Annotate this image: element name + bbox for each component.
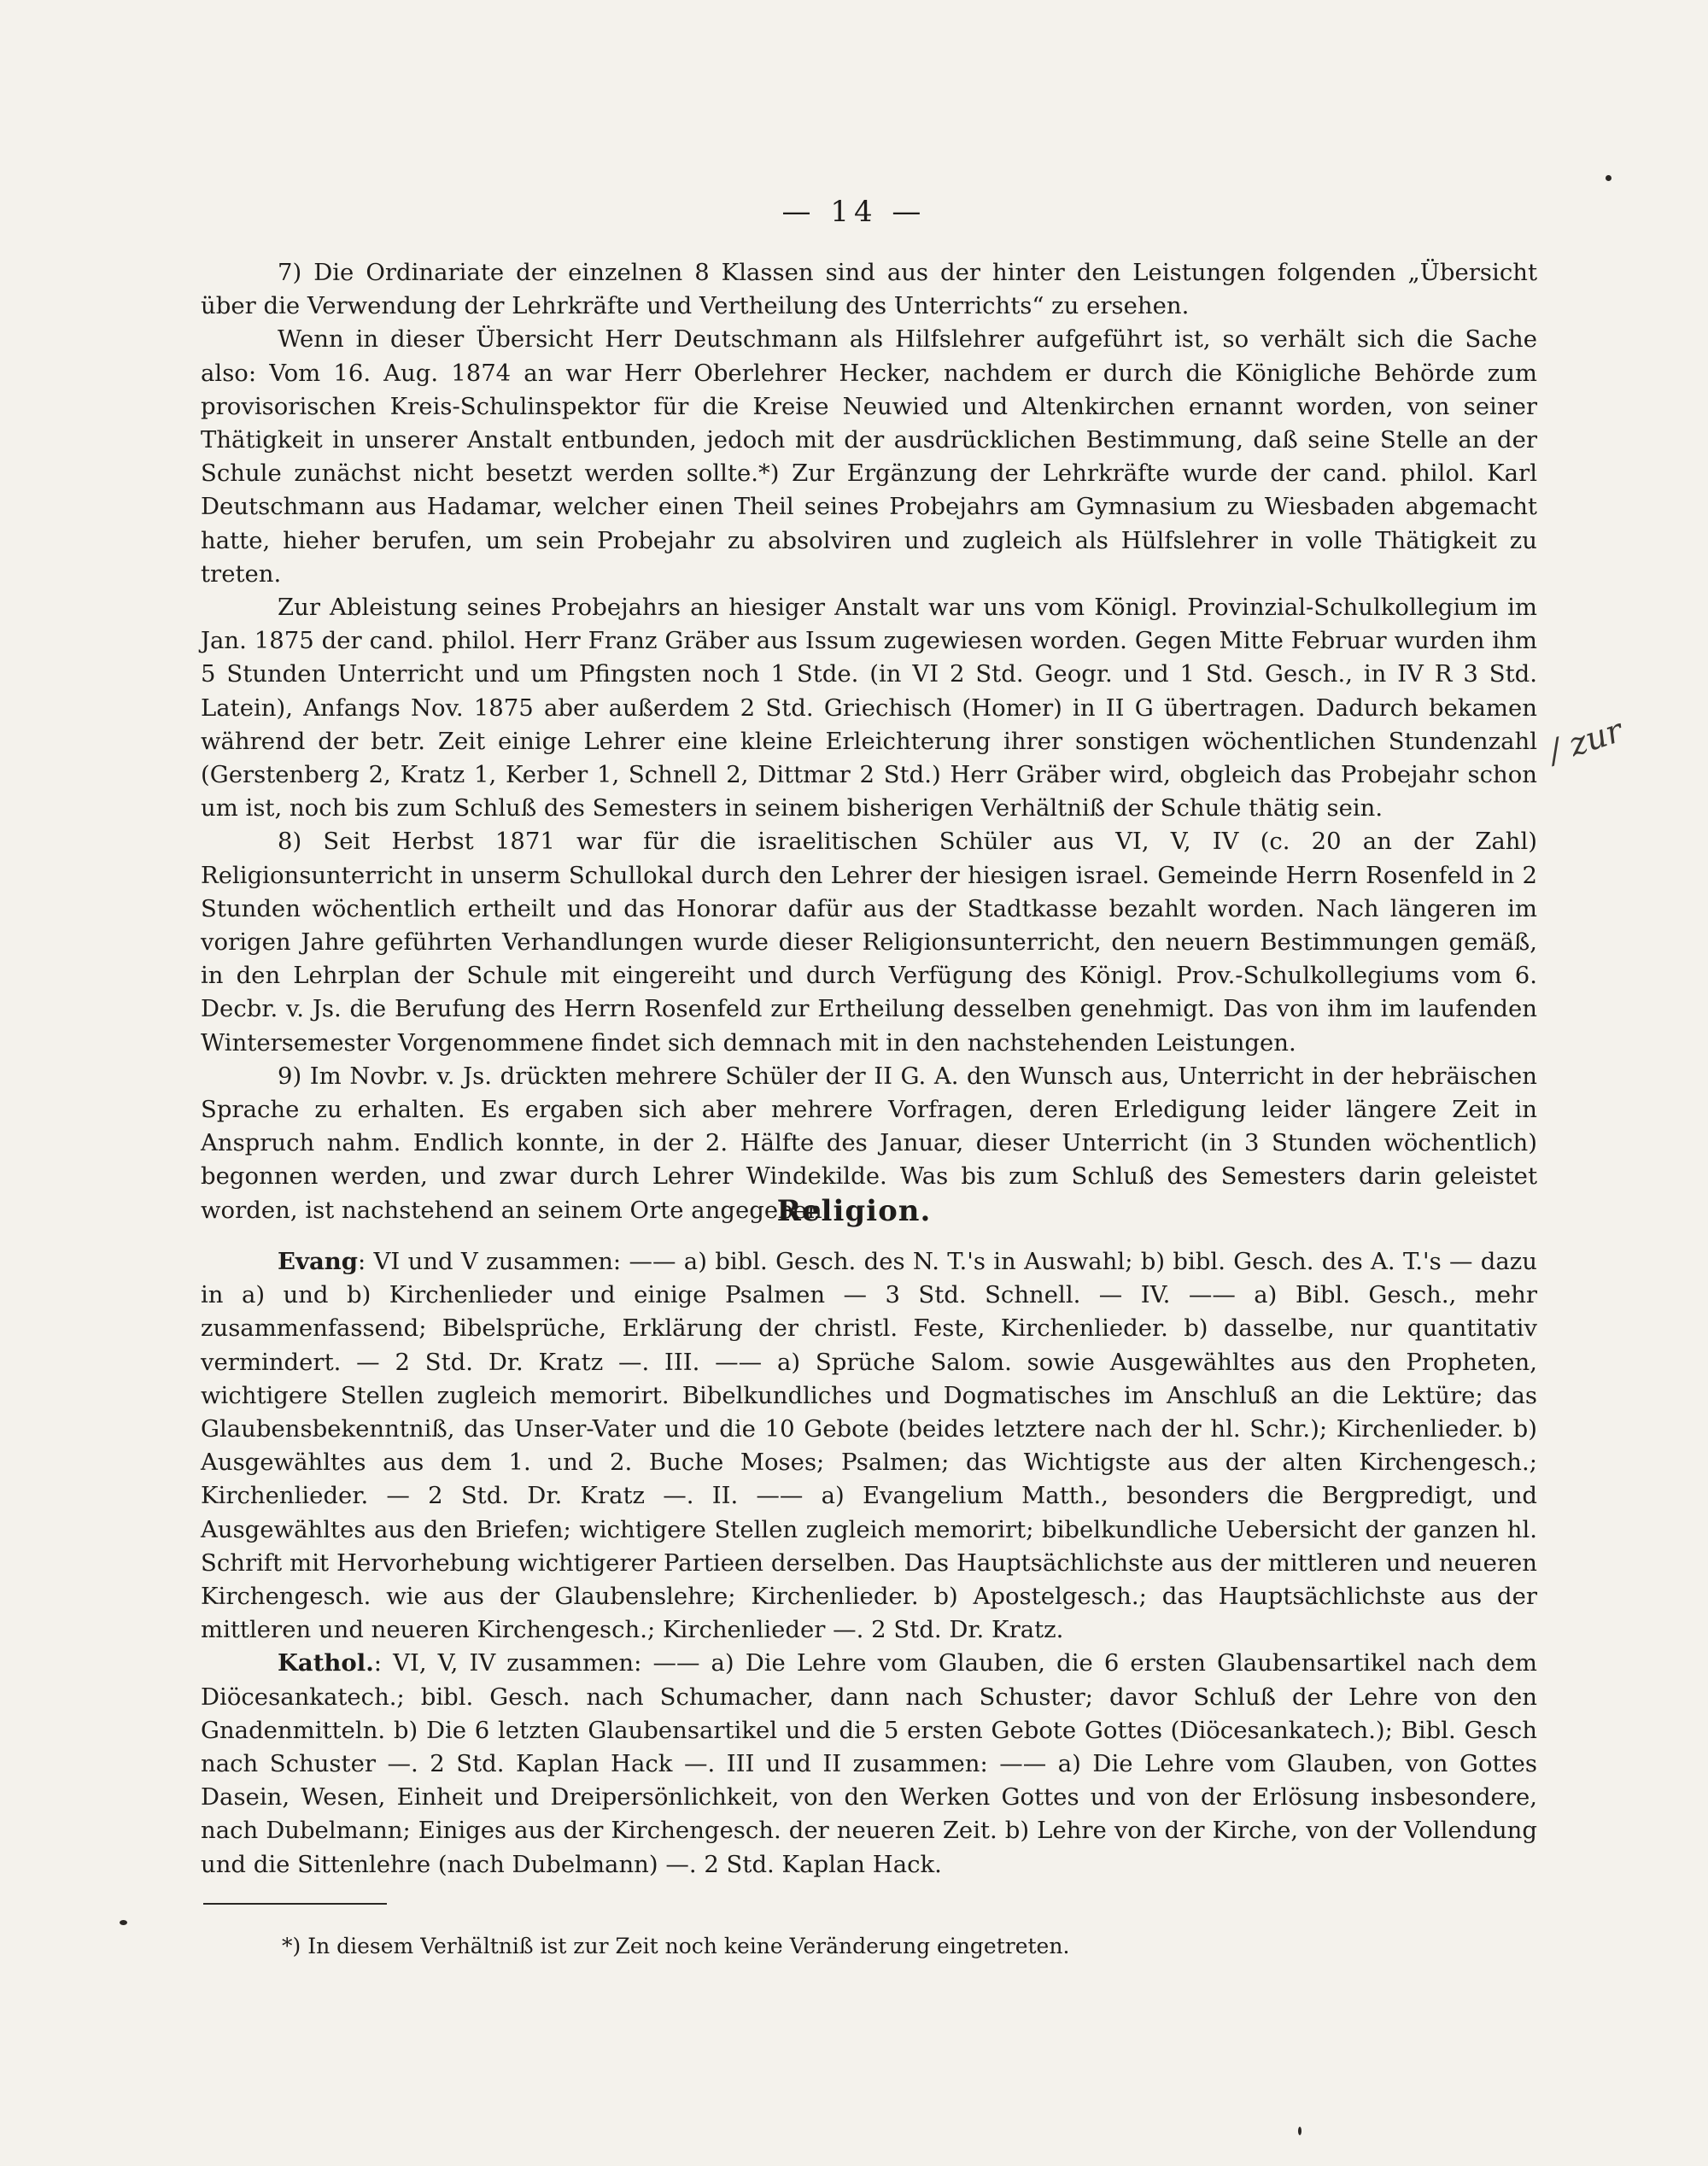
paragraph-graeber: Zur Ableistung seines Probejahrs an hiesiger Anstalt war uns vom Königl. Provinzial-Schulkollegium im Jan. 1875 der cand. philol. Herr Franz Gräber aus Issum zugewiesen worden. Gegen Mitte Februar wurden ihm 5 Stunden Unterricht und um Pfingsten noch 1 Stde. (in VI 2 Std. Geogr. und 1 Std. Gesch., in IV R 3 Std. Latein), Anfangs Nov. 1875 aber außerdem 2 Std. Griechisch (Homer) in II G übertragen. Dadurch bekamen während der betr. Zeit einige Lehrer eine kleine Erleichterung ihrer sonstigen wöchentlichen Stundenzahl (Gerstenberg 2, Kratz 1, Kerber 1, Schnell 2, Dittmar 2 Std.) Herr Gräber wird, obgleich das Probejahr schon um ist, noch bis zum Schluß des Semesters in seinem bisherigen Verhältniß der Schule thätig sein. bbox=[201, 594, 1537, 822]
paper-speck-mark bbox=[120, 1920, 127, 1925]
paper-speck-mark bbox=[1606, 175, 1611, 181]
handwritten-margin-note: / zur bbox=[1544, 711, 1627, 770]
religion-section bbox=[201, 1245, 1537, 1882]
evang-label: Evang bbox=[278, 1248, 358, 1275]
paragraph-8-israelitische-schueler: 8) Seit Herbst 1871 war für die israelitischen Schüler aus VI, V, IV (c. 20 an der Zahl) Religionsunterricht in unserm Schullokal durch den Lehrer der hiesigen israel. Gemeinde Herrn Rosenfeld in 2 Stunden wöchentlich ertheilt und das Honorar dafür aus der Stadtkasse bezahlt worden. Nach längeren im vorigen Jahre geführten Verhandlungen wurde dieser Religionsunterricht, den neuern Bestimmungen gemäß, in den Lehrplan der Schule mit eingereiht und durch Verfügung des Königl. Prov.-Schulkollegiums vom 6. Decbr. v. Js. die Berufung des Herrn Rosenfeld zur Ertheilung desselben genehmigt. Das von ihm im laufenden Wintersemester Vorgenommene findet sich demnach mit in den nachstehenden Leistungen. bbox=[201, 828, 1537, 1057]
section-heading-religion: Religion. bbox=[776, 1194, 932, 1228]
body-text bbox=[201, 256, 1537, 1227]
paragraph-7-ordinariate: 7) Die Ordinariate der einzelnen 8 Klassen sind aus der hinter den Leistungen folgenden „Übersicht über die Verwendung der Lehrkräfte und Vertheilung des Unterrichts“ zu ersehen. bbox=[201, 259, 1537, 320]
footnote-divider bbox=[203, 1903, 387, 1905]
religion-kathol-paragraph bbox=[201, 1647, 1537, 1881]
footnote: *) In diesem Verhältniß ist zur Zeit noch keine Veränderung eingetreten. bbox=[282, 1934, 1070, 1958]
evang-text: : VI und V zusammen: —— a) bibl. Gesch. des N. T.'s in Auswahl; b) bibl. Gesch. des A. T.'s — dazu in a) und b) Kirchenlieder und einige Psalmen — 3 Std. Schnell. — IV. —— a) Bibl. Gesch., mehr zusammenfassend; Bibelsprüche, Erklärung der christl. Feste, Kirchenlieder. b) dasselbe, nur quantitativ vermindert. — 2 Std. Dr. Kratz —. III. —— a) Sprüche Salom. sowie Ausgewähltes aus den Propheten, wichtigere Stellen zugleich memorirt. Bibelkundliches und Dogmatisches im Anschluß an die Lektüre; das Glaubensbekenntniß, das Unser-Vater und die 10 Gebote (beides letztere nach der hl. Schr.); Kirchenlieder. b) Ausgewähltes aus dem 1. und 2. Buche Moses; Psalmen; das Wichtigste aus der alten Kirchengesch.; Kirchenlieder. — 2 Std. Dr. Kratz —. II. —— a) Evangelium Matth., besonders die Bergpredigt, und Ausgewähltes aus den Briefen; wichtigere Stellen zugleich memorirt; bibelkundliche Uebersicht der ganzen hl. Schrift mit Hervorhebung wichtigerer Partieen derselben. Das Hauptsächlichste aus der mittleren und neueren Kirchengesch. wie aus der Glaubenslehre; Kirchenlieder. b) Apostelgesch.; das Hauptsächlichste aus der mittleren und neueren Kirchengesch.; Kirchenlieder —. 2 Std. Dr. Kratz. bbox=[201, 1248, 1537, 1644]
kathol-text: : VI, V, IV zusammen: —— a) Die Lehre vom Glauben, die 6 ersten Glaubensartikel nach dem Diöcesankatech.; bibl. Gesch. nach Schumacher, dann nach Schuster; davor Schluß der Lehre von den Gnadenmitteln. b) Die 6 letzten Glaubensartikel und die 5 ersten Gebote Gottes (Diöcesankatech.); Bibl. Gesch nach Schuster —. 2 Std. Kaplan Hack —. III und II zusammen: —— a) Die Lehre vom Glauben, von Gottes Dasein, Wesen, Einheit und Dreipersönlichkeit, von den Werken Gottes und von der Erlösung insbesondere, nach Dubelmann; Einiges aus der Kirchengesch. der neueren Zeit. b) Lehre von der Kirche, von der Vollendung und die Sittenlehre (nach Dubelmann) —. 2 Std. Kaplan Hack. bbox=[201, 1649, 1537, 1878]
kathol-label: Kathol. bbox=[278, 1649, 374, 1677]
religion-evang-paragraph bbox=[201, 1245, 1537, 1647]
paragraph-9-hebraeisch: 9) Im Novbr. v. Js. drückten mehrere Schüler der II G. A. den Wunsch aus, Unterricht in der hebräischen Sprache zu erhalten. Es ergaben sich aber mehrere Vorfragen, deren Erledigung leider längere Zeit in Anspruch nahm. Endlich konnte, in der 2. Hälfte des Januar, dieser Unterricht (in 3 Stunden wöchentlich) begonnen werden, und zwar durch Lehrer Windekilde. Was bis zum Schluß des Semesters darin geleistet worden, ist nachstehend an seinem Orte angegeben. bbox=[201, 1062, 1537, 1224]
page-number: — 14 — bbox=[781, 195, 927, 229]
paragraph-deutschmann: Wenn in dieser Übersicht Herr Deutschmann als Hilfslehrer aufgeführt ist, so verhält sich die Sache also: Vom 16. Aug. 1874 an war Herr Oberlehrer Hecker, nachdem er durch die Königliche Behörde zum provisorischen Kreis-Schulinspektor für die Kreise Neuwied und Altenkirchen ernannt worden, von seiner Thätigkeit in unserer Anstalt entbunden, jedoch mit der ausdrücklichen Bestimmung, daß seine Stelle an der Schule zunächst nicht besetzt werden sollte.*) Zur Ergänzung der Lehrkräfte wurde der cand. philol. Karl Deutschmann aus Hadamar, welcher einen Theil seines Probejahrs am Gymnasium zu Wiesbaden abgemacht hatte, hieher berufen, um sein Probejahr zu absolviren und zugleich als Hülfslehrer in volle Thätigkeit zu treten. bbox=[201, 325, 1537, 588]
paper-speck-mark bbox=[1298, 2127, 1301, 2135]
